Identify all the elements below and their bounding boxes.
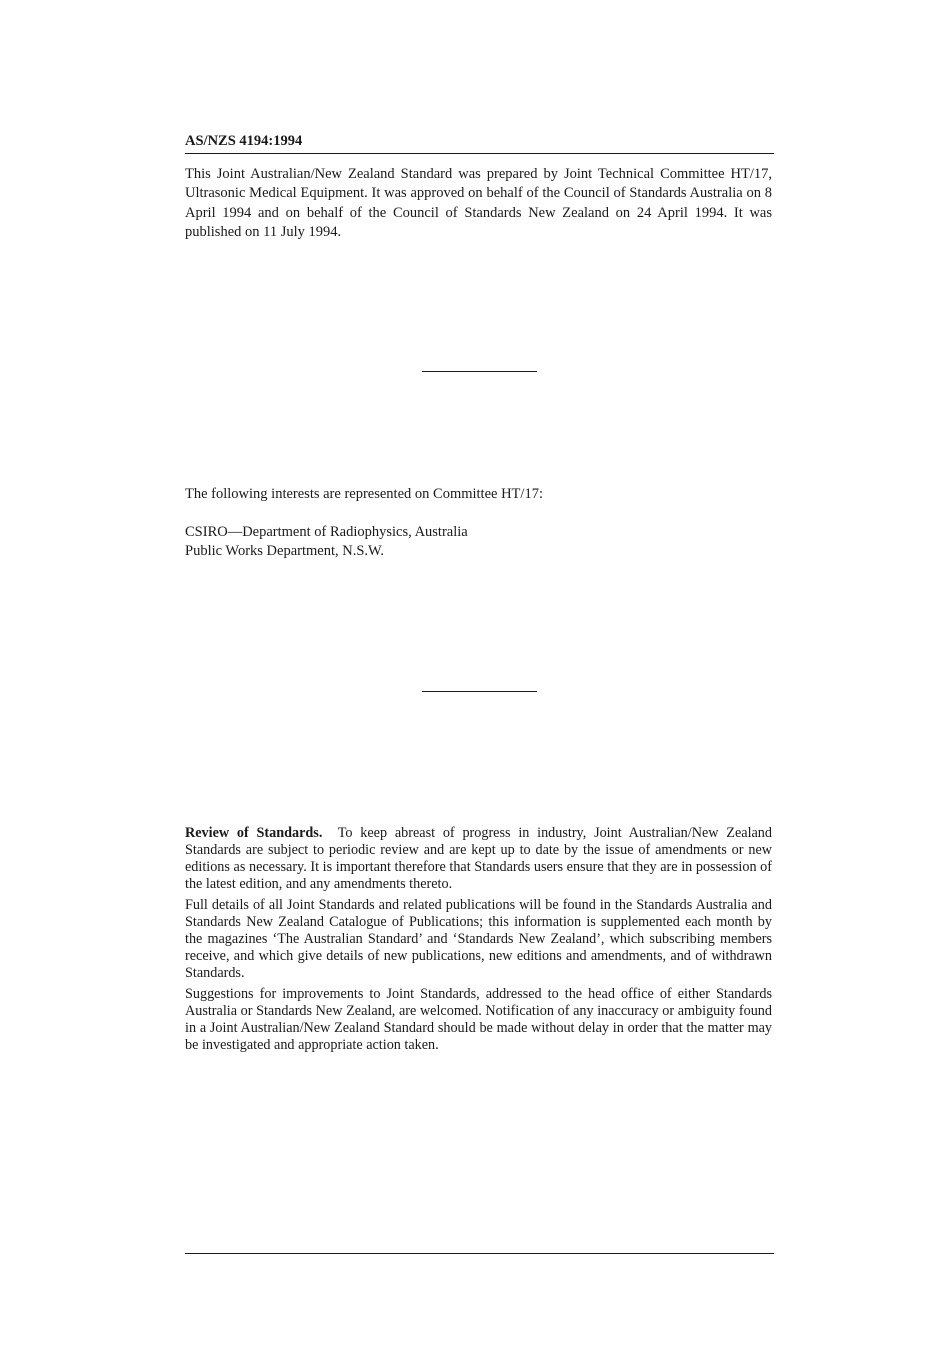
committee-intro: The following interests are represented on Committee HT/17: bbox=[185, 486, 543, 502]
review-of-standards bbox=[185, 825, 772, 1058]
committee-members-list bbox=[185, 523, 468, 562]
committee-member: Public Works Department, N.S.W. bbox=[185, 543, 384, 560]
review-paragraph-3: Suggestions for improvements to Joint Standards, addressed to the head office of either Standards Australia or Standards New Zealand, are welcomed. Notification of any inaccuracy or ambiguity found in a Joint Australian/New Zealand Standard should be made without delay in order that the matter may be investigated and appropriate action taken. bbox=[185, 986, 772, 1053]
review-paragraph-2: Full details of all Joint Standards and related publications will be found in the Standards Australia and Standards New Zealand Catalogue of Publications; this information is supplemented each month by the magazines ‘The Australian Standard’ and ‘Standards New Zealand’, which subscribing members receive, and which give details of new publications, new editions and amendments, and of withdrawn Standards. bbox=[185, 897, 772, 981]
header-rule bbox=[185, 153, 774, 154]
document-id: AS/NZS 4194:1994 bbox=[185, 133, 303, 149]
review-lead: Review of Standards. bbox=[185, 825, 323, 841]
footer-rule bbox=[185, 1253, 774, 1254]
preparation-paragraph: This Joint Australian/New Zealand Standard was prepared by Joint Technical Committee HT/17, Ultrasonic Medical Equipment. It was approved on behalf of the Council of Standards Australia on 8 April 1994 and on behalf of the Council of Standards New Zealand on 24 April 1994. It was published on 11 July 1994. bbox=[185, 166, 772, 241]
review-text-1: To keep abreast of progress in industry, Joint Australian/New Zealand Standards are subject to periodic review and are kept up to date by the issue of amendments or new editions as necessary. It is important therefore that Standards users ensure that they are in possession of the latest edition, and any amendments thereto. bbox=[185, 825, 772, 892]
section-divider bbox=[422, 371, 537, 372]
review-paragraph-1 bbox=[185, 825, 772, 893]
section-divider bbox=[422, 691, 537, 692]
committee-member: CSIRO—Department of Radiophysics, Australia bbox=[185, 524, 468, 540]
